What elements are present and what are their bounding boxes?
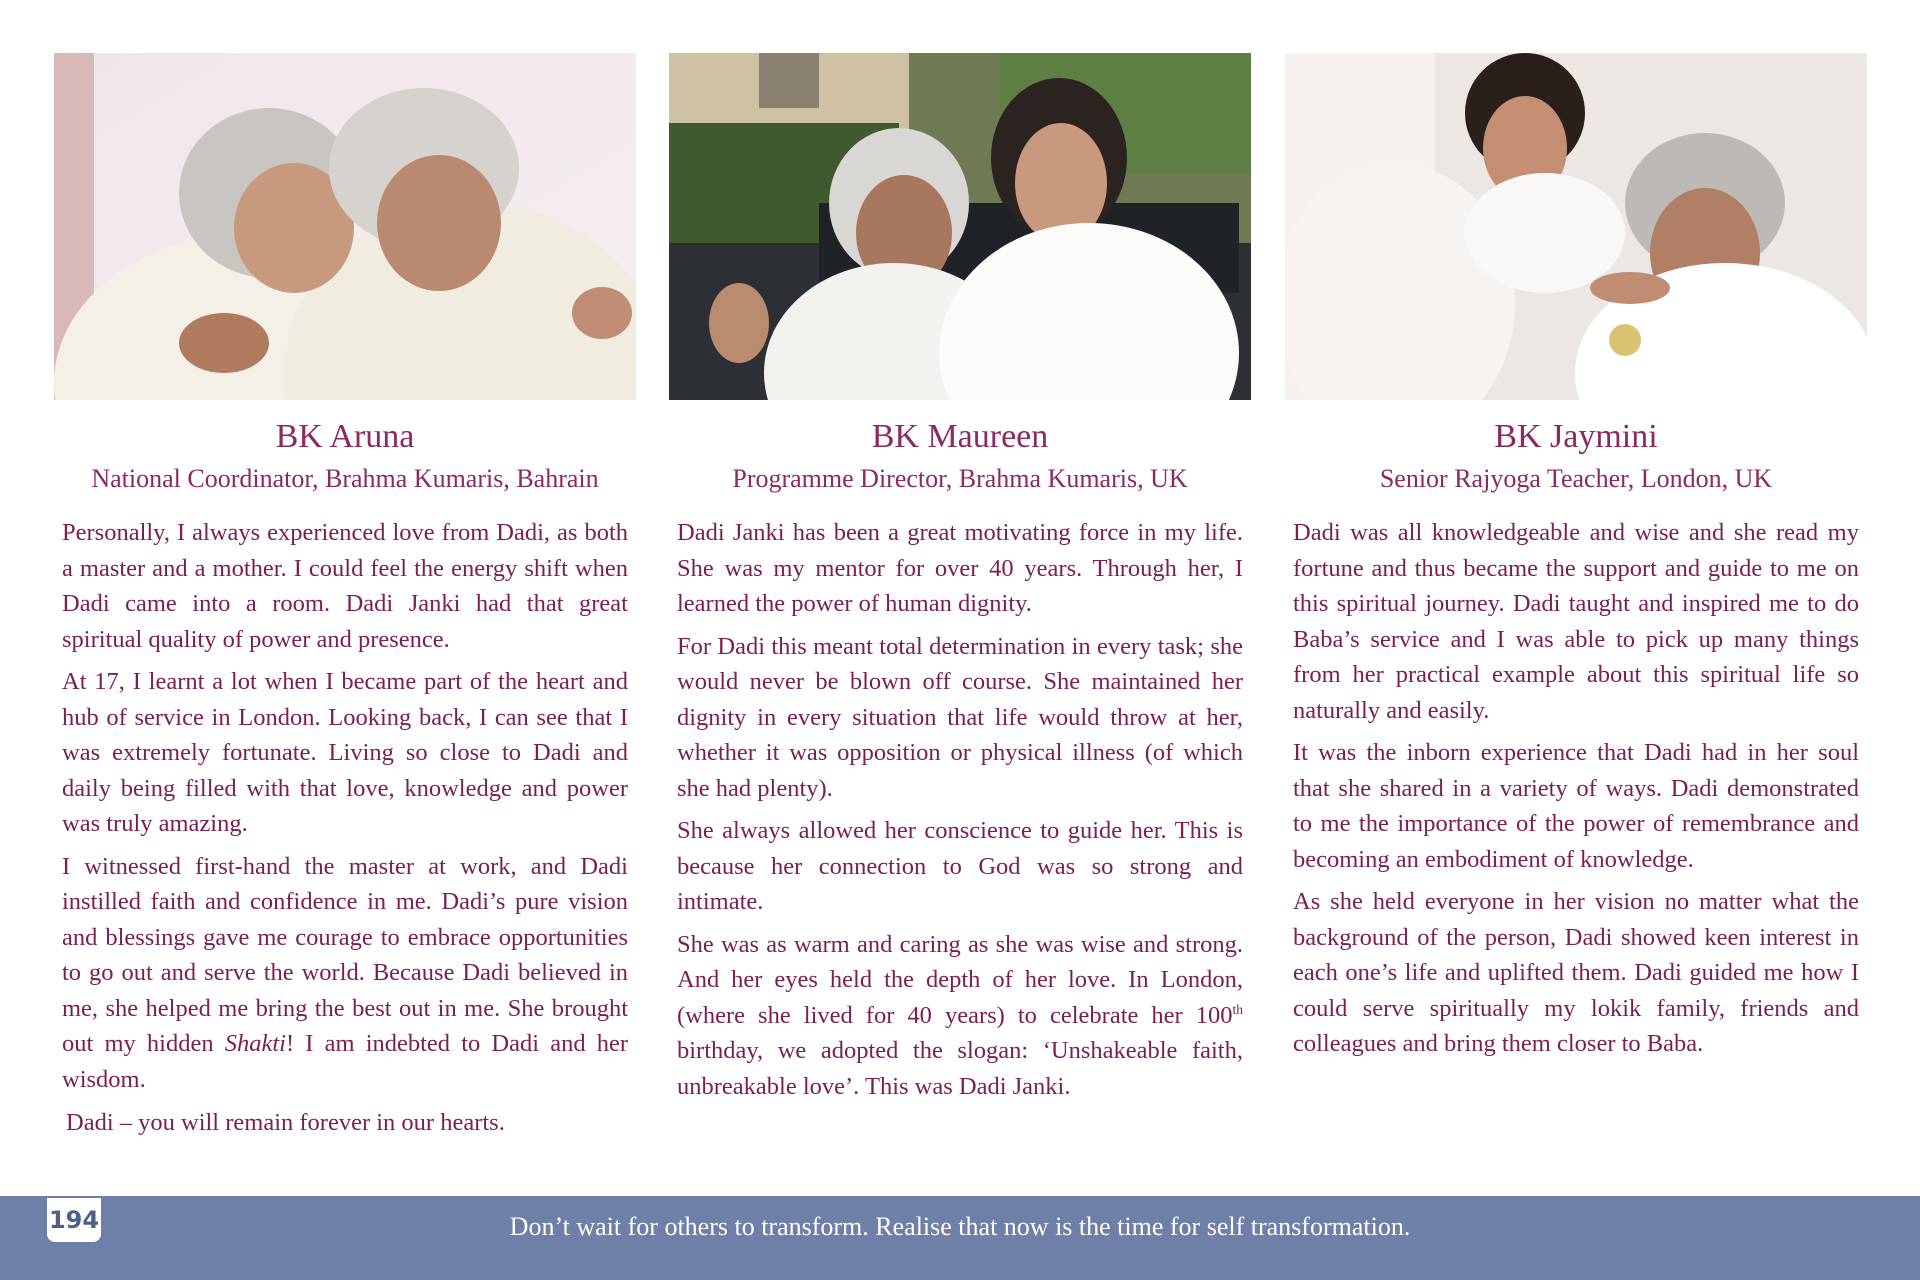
photo-aruna xyxy=(54,53,636,400)
profile-name: BK Maureen xyxy=(871,418,1049,455)
profile-role: National Coordinator, Brahma Kumaris, Bahrain xyxy=(91,464,599,493)
profile-testimony xyxy=(669,515,1251,1104)
testimony-paragraph: It was the inborn experience that Dadi had in her soul that she shared in a variety of ways. Dadi demonstrated to me the importance of the power of remembrance and becoming an embodiment of knowledge. xyxy=(1293,739,1859,873)
profile-aruna xyxy=(54,53,636,1148)
testimony-paragraph: At 17, I learnt a lot when I became part of the heart and hub of service in London. Looking back, I can see that I was extremely fortunate. Living so close to Dadi and daily being filled with that love, knowledge and power was truly amazing. xyxy=(62,668,628,837)
photo-maureen xyxy=(669,53,1251,400)
page-number: 194 xyxy=(47,1198,101,1242)
footer-tagline: Don’t wait for others to transform. Realise that now is the time for self transformation. xyxy=(509,1212,1411,1241)
photo-jaymini xyxy=(1285,53,1867,400)
profile-role: Senior Rajyoga Teacher, London, UK xyxy=(1379,464,1773,493)
profile-name: BK Aruna xyxy=(275,418,415,455)
testimony-paragraph: She always allowed her conscience to guide her. This is because her connection to God was so strong and intimate. xyxy=(677,817,1243,915)
ordinal-superscript: th xyxy=(1232,1001,1243,1017)
profile-name: BK Jaymini xyxy=(1494,418,1658,455)
profile-jaymini xyxy=(1285,53,1867,1069)
testimony-paragraph: As she held everyone in her vision no matter what the background of the person, Dadi showed keen interest in each one’s life and uplifted them. Dadi guided me how I could serve spiritually my lokik family, friends and colleagues and bring them closer to Baba. xyxy=(1293,888,1859,1057)
testimony-paragraph: For Dadi this meant total determination in every task; she would never be blown off course. She maintained her dignity in every situation that life would throw at her, whether it was opposition or physical illness (of which she had plenty). xyxy=(677,632,1243,802)
testimony-paragraph: I witnessed first-hand the master at work, and Dadi instilled faith and confidence in me. Dadi’s pure vision and blessings gave me courage to embrace opportunities to go out and serve the world. Because Dadi believed in me, she helped me bring the best out in me. She brought out my hidden Shakti! I am indebted to Dadi and her wisdom. xyxy=(62,852,628,1093)
testimony-paragraph: Dadi Janki has been a great motivating force in my life. She was my mentor for over 40 years. Through her, I learned the power of human dignity. xyxy=(677,519,1243,617)
testimony-closing: Dadi – you will remain forever in our hearts. xyxy=(66,1109,505,1136)
profile-maureen xyxy=(669,53,1251,1111)
profile-testimony xyxy=(1285,515,1867,1062)
shakti-italic: Shakti xyxy=(224,1030,286,1057)
testimony-paragraph: Dadi was all knowledgeable and wise and she read my fortune and thus became the support and guide to me on this spiritual journey. Dadi taught and inspired me to do Baba’s service and I was able to pick up many things from her practical example about this spiritual life so naturally and easily. xyxy=(1293,519,1859,724)
profile-testimony xyxy=(54,515,636,1141)
testimony-paragraph: She was as warm and caring as she was wise and strong. And her eyes held the depth of her love. In London, (where she lived for 40 years) to celebrate her 100th birthday, we adopted the slogan: ‘Unshakeable faith, unbreakable love’. This was Dadi Janki. xyxy=(677,930,1243,1100)
testimony-paragraph: Personally, I always experienced love from Dadi, as both a master and a mother. I could feel the energy shift when Dadi came into a room. Dadi Janki had that great spiritual quality of power and presence. xyxy=(62,519,628,653)
profile-role: Programme Director, Brahma Kumaris, UK xyxy=(732,464,1188,493)
